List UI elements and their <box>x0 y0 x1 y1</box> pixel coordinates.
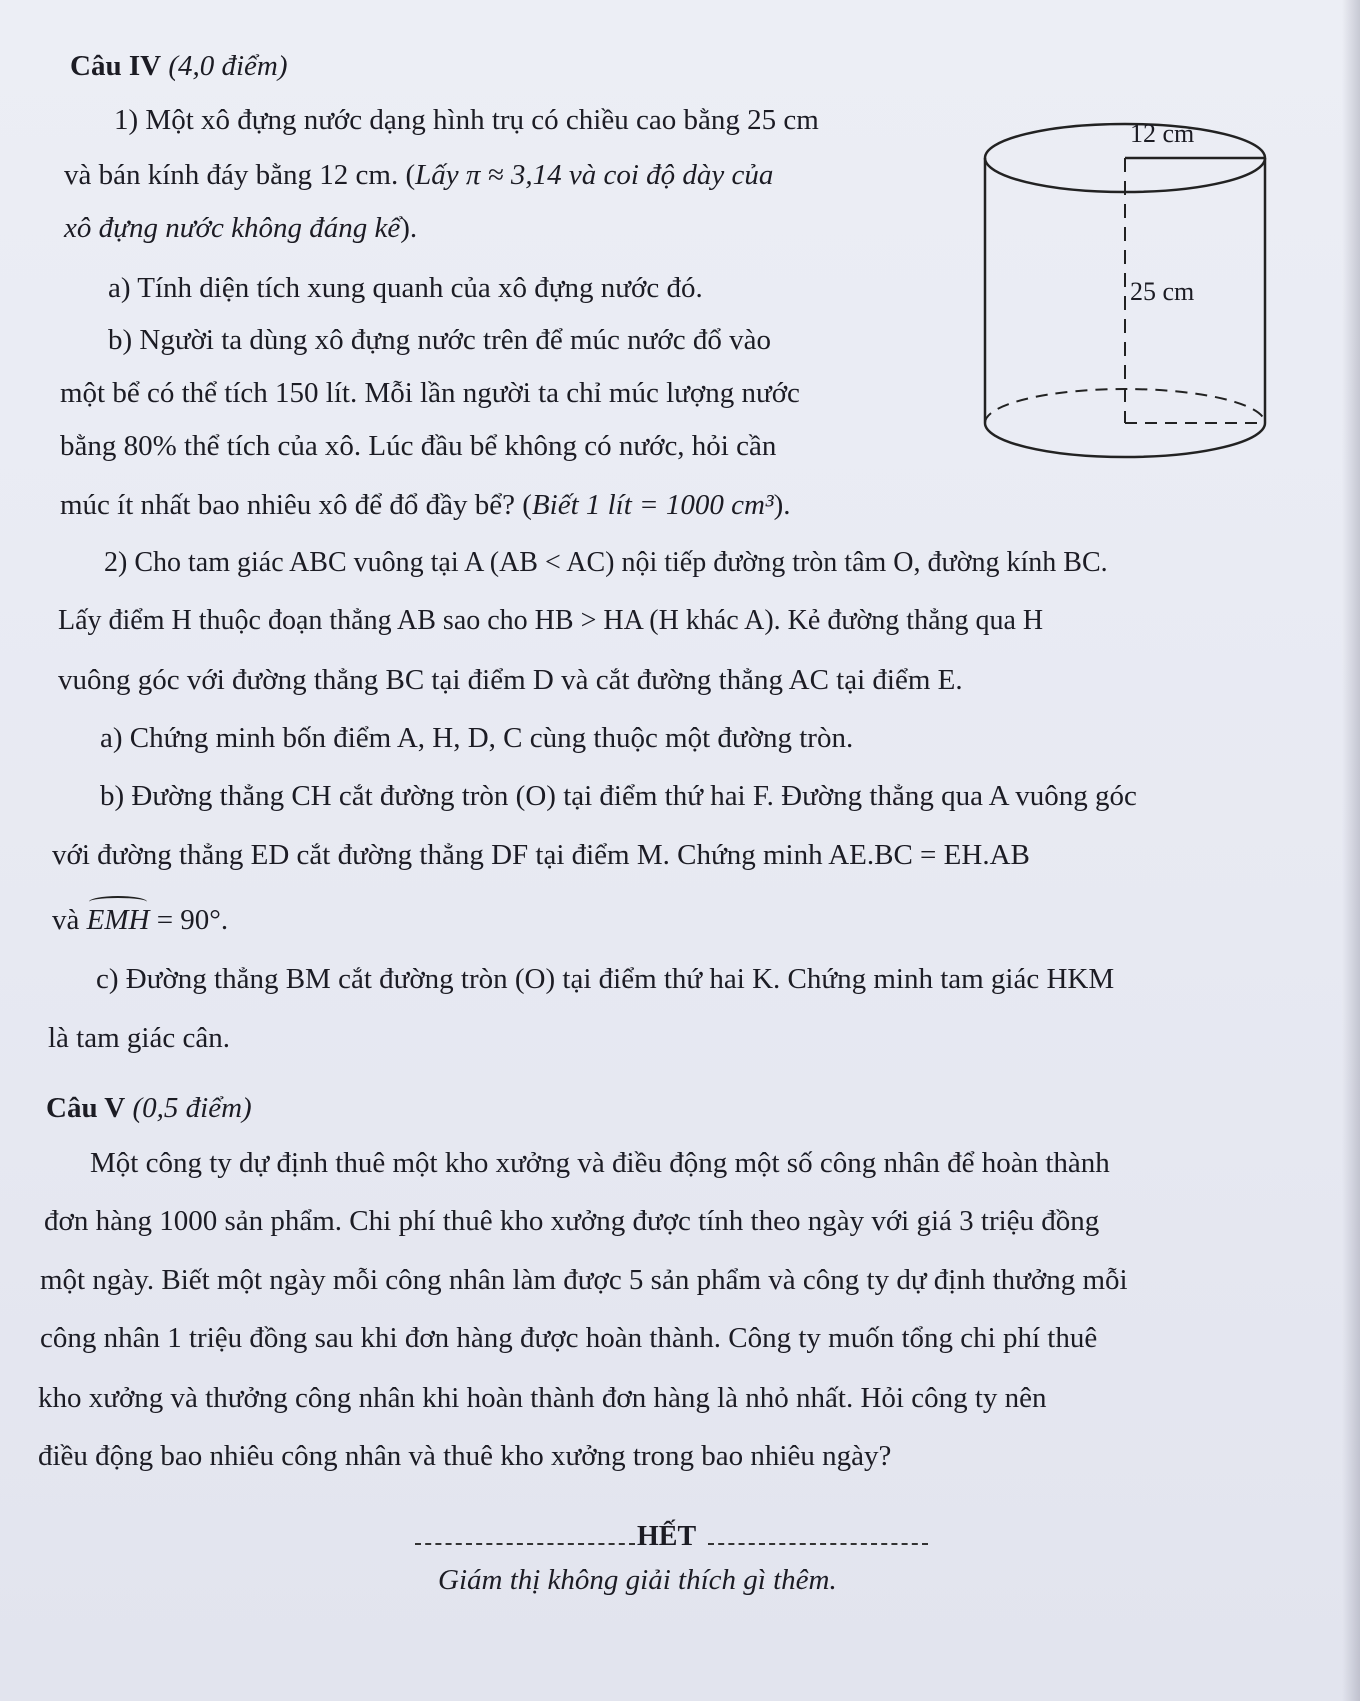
angle-emh: EMH <box>86 904 150 936</box>
part1-line2-italic: Lấy π ≈ 3,14 và coi độ dày của <box>415 159 774 191</box>
part2-c-line2: là tam giác cân. <box>48 1022 230 1054</box>
question-5-line4: công nhân 1 triệu đồng sau khi đơn hàng được hoàn thành. Công ty muốn tổng chi phí thuê <box>40 1322 1098 1354</box>
question-4-points: (4,0 điểm) <box>168 50 288 82</box>
part1-line1: 1) Một xô đựng nước dạng hình trụ có chiều cao bằng 25 cm <box>114 104 819 136</box>
part2-b-line3-value: = 90°. <box>149 904 229 936</box>
question-4-title: Câu IV <box>70 50 162 82</box>
page-edge-shadow <box>1342 0 1360 1701</box>
part2-b-line3 <box>52 902 228 938</box>
cylinder-drawing <box>975 118 1275 478</box>
part1-b-line4 <box>60 487 791 523</box>
question-5-line5: kho xưởng và thưởng công nhân khi hoàn thành đơn hàng là nhỏ nhất. Hỏi công ty nên <box>38 1382 1047 1414</box>
part1-b-line2: một bể có thể tích 150 lít. Mỗi lần người ta chỉ múc lượng nước <box>60 377 800 409</box>
question-4-heading <box>70 48 288 84</box>
part2-a: a) Chứng minh bốn điểm A, H, D, C cùng thuộc một đường tròn. <box>100 722 854 754</box>
part1-line2-text: và bán kính đáy bằng 12 cm. ( <box>64 159 416 191</box>
cylinder-figure <box>975 118 1275 478</box>
part1-a: a) Tính diện tích xung quanh của xô đựng nước đó. <box>108 272 703 304</box>
part1-line3 <box>64 210 417 246</box>
height-label: 25 cm <box>1130 277 1195 306</box>
part1-b-line3: bằng 80% thể tích của xô. Lúc đầu bể không có nước, hỏi cần <box>60 430 777 462</box>
question-5-line2: đơn hàng 1000 sản phẩm. Chi phí thuê kho xưởng được tính theo ngày với giá 3 triệu đồng <box>44 1205 1100 1237</box>
part1-line2 <box>64 157 773 193</box>
part2-line2: Lấy điểm H thuộc đoạn thẳng AB sao cho HB > HA (H khác A). Kẻ đường thẳng qua H <box>58 605 1044 636</box>
question-5-title: Câu V <box>46 1092 126 1124</box>
part2-line1: 2) Cho tam giác ABC vuông tại A (AB < AC) nội tiếp đường tròn tâm O, đường kính BC. <box>104 547 1108 578</box>
radius-label: 12 cm <box>1130 119 1195 148</box>
part2-c-line1: c) Đường thẳng BM cắt đường tròn (O) tại điểm thứ hai K. Chứng minh tam giác HKM <box>96 963 1115 995</box>
cylinder-bottom-front-arc <box>985 423 1265 457</box>
question-5-line6: điều động bao nhiêu công nhân và thuê kho xưởng trong bao nhiêu ngày? <box>38 1440 892 1472</box>
end-rule-left <box>415 1543 635 1545</box>
part1-line3-italic: xô đựng nước không đáng kể <box>64 212 401 244</box>
part1-b-line4-text: múc ít nhất bao nhiêu xô để đổ đầy bể? ( <box>60 489 532 521</box>
part1-b-line4-end: ). <box>773 489 791 521</box>
part1-b-line4-italic: Biết 1 lít = 1000 cm³ <box>531 489 774 521</box>
part1-line3-end: ). <box>400 212 418 244</box>
part2-b-line1: b) Đường thẳng CH cắt đường tròn (O) tại điểm thứ hai F. Đường thẳng qua A vuông góc <box>100 780 1137 812</box>
question-5-points: (0,5 điểm) <box>132 1092 252 1124</box>
part2-b-line3-and: và <box>52 904 80 936</box>
question-5-heading <box>46 1090 252 1126</box>
part2-b-line2: với đường thẳng ED cắt đường thẳng DF tại điểm M. Chứng minh AE.BC = EH.AB <box>52 839 1030 871</box>
question-5-line3: một ngày. Biết một ngày mỗi công nhân làm được 5 sản phẩm và công ty dự định thưởng mỗi <box>40 1264 1128 1296</box>
footer-note: Giám thị không giải thích gì thêm. <box>438 1564 837 1596</box>
end-marker: HẾT <box>637 1521 697 1552</box>
question-5-line1: Một công ty dự định thuê một kho xưởng và điều động một số công nhân để hoàn thành <box>90 1147 1110 1179</box>
end-rule-right <box>708 1543 928 1545</box>
part1-b-line1: b) Người ta dùng xô đựng nước trên để múc nước đổ vào <box>108 324 771 356</box>
part2-line3: vuông góc với đường thẳng BC tại điểm D và cắt đường thẳng AC tại điểm E. <box>58 664 963 696</box>
